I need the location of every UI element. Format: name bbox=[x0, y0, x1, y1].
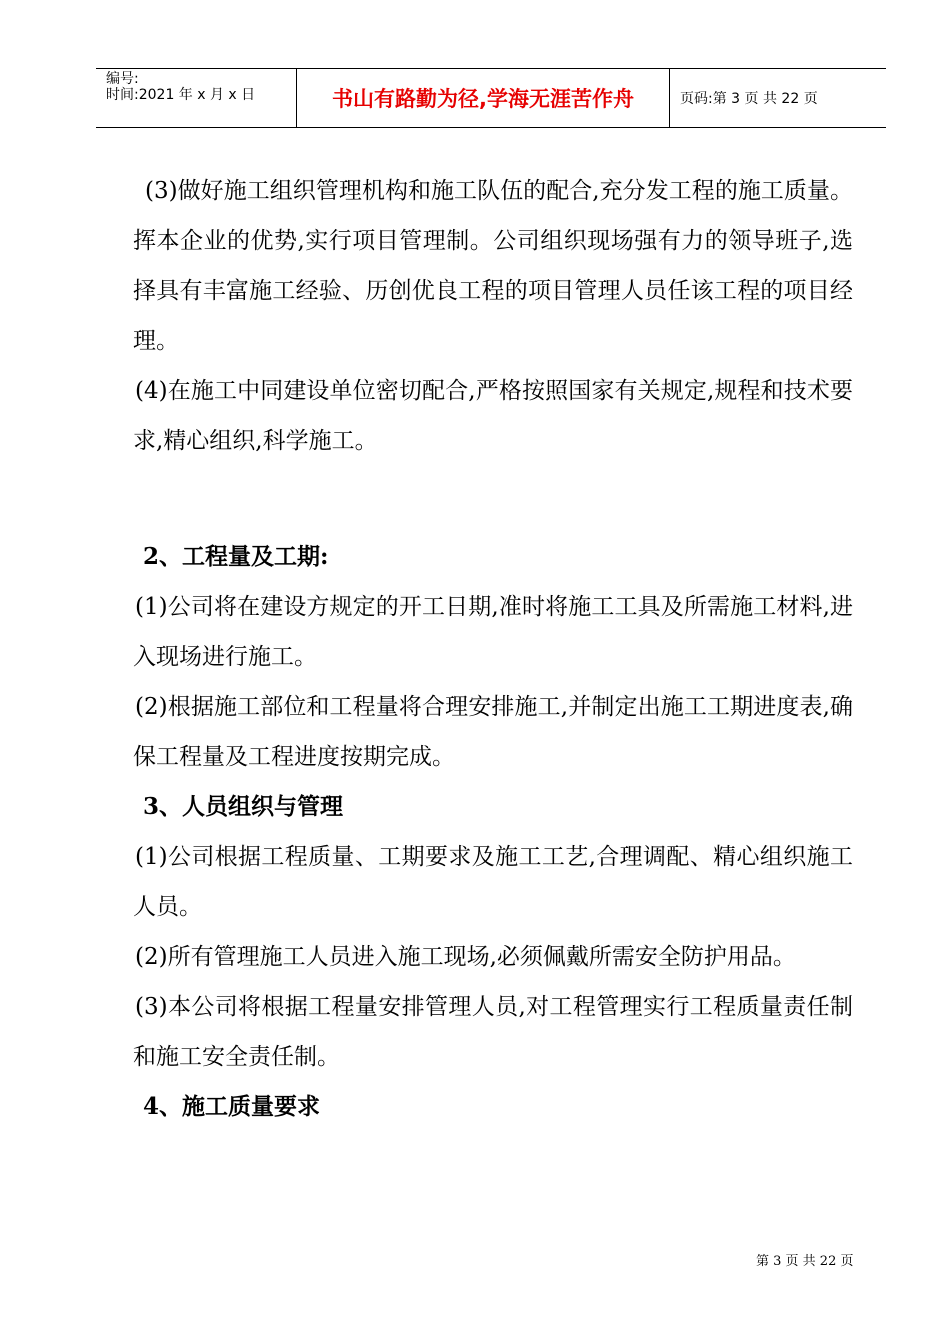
page-header bbox=[96, 68, 886, 128]
header-time-label: 时间:2021 年 x 月 x 日 bbox=[106, 87, 256, 103]
paragraph-3-2: (2)所有管理施工人员进入施工现场,必须佩戴所需安全防护用品。 bbox=[135, 944, 796, 970]
header-motto: 书山有路勤为径,学海无涯苦作舟 bbox=[297, 69, 670, 127]
paragraph-4: (4)在施工中同建设单位密切配合,严格按照国家有关规定,规程和技术要求,精心组织,科学施工。 bbox=[133, 378, 853, 454]
paragraph-3-3: (3)本公司将根据工程量安排管理人员,对工程管理实行工程质量责任制和施工安全责任制。 bbox=[133, 994, 853, 1070]
document-body bbox=[133, 166, 853, 1132]
page-footer: 第 3 页 共 22 页 bbox=[756, 1254, 854, 1269]
header-page-label: 页码:第 3 页 共 22 页 bbox=[680, 91, 818, 107]
section-spacer bbox=[133, 466, 853, 532]
section-heading-2: 2、工程量及工期: bbox=[143, 543, 329, 570]
header-meta-cell bbox=[96, 69, 297, 127]
paragraph-2-1: (1)公司将在建设方规定的开工日期,准时将施工工具及所需施工材料,进入现场进行施工。 bbox=[133, 594, 853, 670]
paragraph-2-2: (2)根据施工部位和工程量将合理安排施工,并制定出施工工期进度表,确保工程量及工程进度按期完成。 bbox=[133, 694, 853, 770]
paragraph-3: (3)做好施工组织管理机构和施工队伍的配合,充分发工程的施工质量。挥本企业的优势,实行项目管理制。公司组织现场强有力的领导班子,选择具有丰富施工经验、历创优良工程的项目管理人员任该工程的项目经理。 bbox=[133, 178, 853, 354]
section-heading-3: 3、人员组织与管理 bbox=[143, 793, 344, 820]
header-number-label: 编号: bbox=[106, 71, 139, 87]
paragraph-3-1: (1)公司根据工程质量、工期要求及施工工艺,合理调配、精心组织施工人员。 bbox=[133, 844, 853, 920]
section-heading-4: 4、施工质量要求 bbox=[143, 1093, 321, 1120]
